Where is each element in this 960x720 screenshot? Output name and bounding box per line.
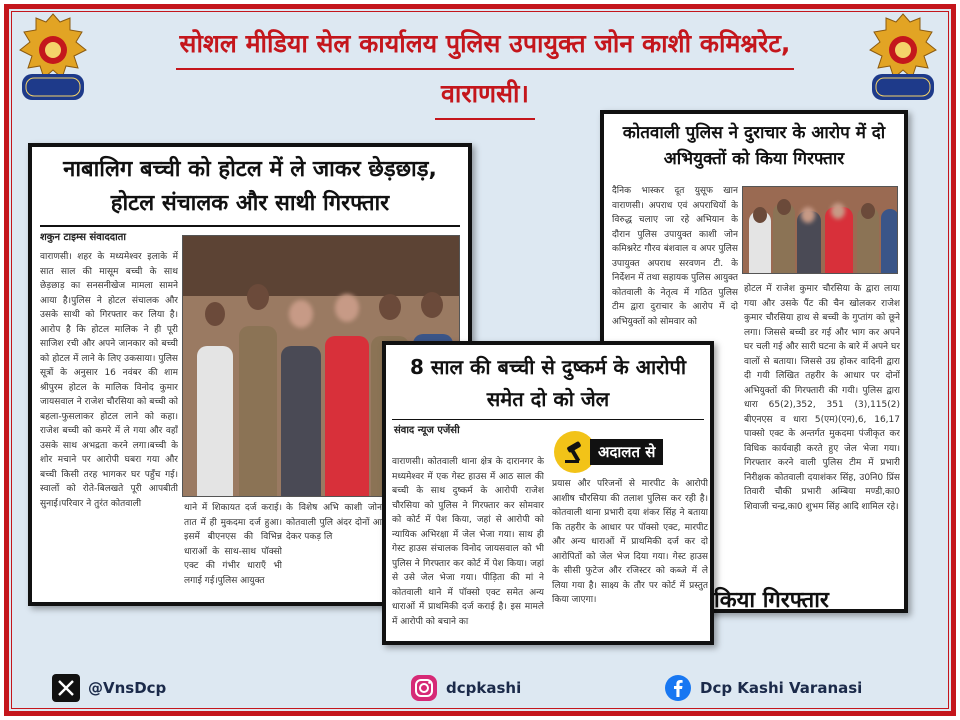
clip2-column-2: होटल में राजेश कुमार चौरसिया के द्वारा लाया गया और उसके पैंट की चैन खोलकर राजेश कुमार चौरसिया हाथ से बच्ची के गुप्तांग को छूने लगा। जिससे बच्ची डर गई और भाग कर अपने घर चली गई और सारी घटना के बारे में अपने घर वालों से बताया। जिससे उग्र होकर वादिनी द्वारा दी गयी लिखित तहरीर के आधार पर दोनों अभियुक्तों की गिरफ्तारी की गयी। पुलिस द्वारा धारा 65(2),352, 351 (3),115(2) बीएनएस व धारा 5(एम)(एन),6, 16,17 पाक्सो एक्ट के अन्तर्गत मुकदमा पंजीकृत कर विधिक कार्यवाही करते हुए जेल भेजा गया। गिरफ्तार करने वाली पुलिस टीम में प्रभारी निरीक्षक कोतवाली दयाशंकर सिंह, उ0नि0 प्रिंस तिवारी चौकी प्रभारी अम्बिया मण्डी,का0 शिवाजी चन्द्र,का0 शुभम सिंह आदि शामिल रहे।: [744, 284, 900, 512]
clip3-column-1: वाराणसी। कोतवाली थाना क्षेत्र के दारानगर के मध्यमेश्वर में एक गेस्ट हाउस में आठ साल की बच्ची के साथ दुष्कर्म के आरोपी राजेश चौरसिया को पुलिस ने गिरफ्तार कर सोमवार को कोर्ट में पेश किया, जहां से आरोपी को न्यायिक अभिरक्षा में जेल भेजा गया। साथ ही गेस्ट हाउस संचालक विनोद जायसवाल को भी पुलिस ने गिरफ्तार कर कोर्ट में पेश किया। जहां से उसे जेल भेजा गया। पीड़िता की मां ने कोतवाली थाने में पॉक्सो एक्ट समेत अन्य धाराओं में प्राथमिकी दर्ज कराई है। इस मामले में आरोपी को बचाने का: [392, 457, 544, 627]
title-line-1: सोशल मीडिया सेल कार्यालय पुलिस उपायुक्त जोन काशी कमिश्नरेट,: [176, 20, 795, 70]
up-police-emblem-left: [16, 12, 90, 108]
page-title: [100, 20, 870, 120]
clip1-column-2: थाने में शिकायत दर्ज कराई।तात में ही मुकदमा दर्ज हुआ।इसमें बीएनएस की विभिन्न धाराओं के साथ-साथ पॉक्सो एक्ट की गंभीर धाराएँ भी लगाई गई।पुलिस आयुक्त: [184, 503, 282, 586]
clip1-byline: शकुन टाइम्स संवाददाता: [40, 232, 126, 243]
clip2-headline: कोतवाली पुलिस ने दुराचार के आरोप में दो अभियुक्तों को किया गिरफ्तार: [622, 123, 886, 169]
instagram-handle[interactable]: [410, 672, 521, 704]
clip2-column-1: दैनिक भास्कर दूत युसूफ खान वाराणसी। अपराध एवं अपराधियों के विरुद्ध चलाए जा रहे अभियान के दौरान पुलिस उपायुक्त काशी जोन कमिश्नरेट गौरव बंशवाल व अपर पुलिस उपायुक्त अपराध सरवणन टी. के निर्देशन में तथा सहायक पुलिस आयुक्त कोतवाली के नेतृत्व में गठित पुलिस टीम द्वारा दुराचार के आरोप में दो अभियुक्तों को सोमवार को: [612, 186, 738, 327]
up-police-emblem-right: [866, 12, 940, 108]
news-clipping-3: [382, 341, 714, 645]
clip1-column-1: वाराणसी। शहर के मध्यमेश्वर इलाके में सात साल की मासूम बच्ची के साथ छेड़छाड़ का सनसनीखेज मामला सामने आया है।पुलिस ने होटल संचालक और उसके साथी को गिरफ्तार कर लिया है।आरोप है कि होटल मालिक ने ही पूरी साजिश रची और अपने जानकार को बच्ची को होटल में लाने के लिए उकसाया। पुलिस सूत्रों के अनुसार 16 नवंबर की शाम श्रीपुरम होटल के मालिक विनोद कुमार जायसवाल ने राजेश चौरसिया को बच्ची को बहला-फुसलाकर होटल लाने को कहा।राजेश बच्ची को कमरे में ले गया और वहाँ उसके साथ अभद्रता करने लगा।बच्ची के शोर मचाने पर आरोपी घबरा गया और बच्ची किसी तरह भागकर घर पहुँच गई।स्वालों को रोते-बिलखते पूरी आपबीती सुनाई।परिवार ने तुरंत कोतवाली: [40, 252, 178, 509]
x-logo-icon: [52, 674, 80, 702]
clip2-photo: [742, 186, 898, 274]
clip3-column-2: प्रयास और परिजनों से मारपीट के आरोपी आशीष चौरसिया की तलाश पुलिस कर रही है। कोतवाली थाना प्रभारी दया शंकर सिंह ने बताया कि तहरीर के आधार पर पॉक्सो एक्ट, मारपीट और अन्य धाराओं में प्राथमिकी दर्ज कर दो आरोपितों को जेल भेज दिया गया। गेस्ट हाउस के सीसी फुटेज और रजिस्टर को कब्जे में ले लिया गया है। साक्ष्य के तौर पर कोर्ट में प्रस्तुत किया जाएगा।: [552, 479, 708, 605]
clip3-headline: 8 साल की बच्ची से दुष्कर्म के आरोपी समेत दो को जेल: [409, 355, 687, 411]
twitter-handle-text: @VnsDcp: [88, 679, 167, 697]
instagram-logo-icon: [410, 674, 438, 702]
facebook-logo-icon: [664, 674, 692, 702]
clip2-cutoff-heading: किया गिरफ्तार: [714, 588, 829, 613]
twitter-handle[interactable]: [52, 672, 166, 704]
police-emblem-icon: [866, 12, 940, 108]
instagram-handle-text: dcpkashi: [446, 679, 522, 697]
court-badge: [554, 431, 694, 473]
facebook-page-text: Dcp Kashi Varanasi: [700, 679, 863, 697]
clip3-byline: संवाद न्यूज एजेंसी: [394, 425, 460, 436]
clip1-headline: नाबालिग बच्ची को होटल में ले जाकर छेड़छाड़, होटल संचालक और साथी गिरफ्तार: [63, 157, 437, 216]
clip1-column-3: के विशेष अभि काशी जोन कोतवाली पुलि अंदर दोनों आ देकर पकड़ लि: [286, 503, 382, 542]
police-emblem-icon: [16, 12, 90, 108]
court-badge-label: अदालत से: [590, 439, 663, 465]
title-line-2: वाराणसी।: [435, 70, 535, 120]
facebook-page[interactable]: [664, 672, 862, 704]
